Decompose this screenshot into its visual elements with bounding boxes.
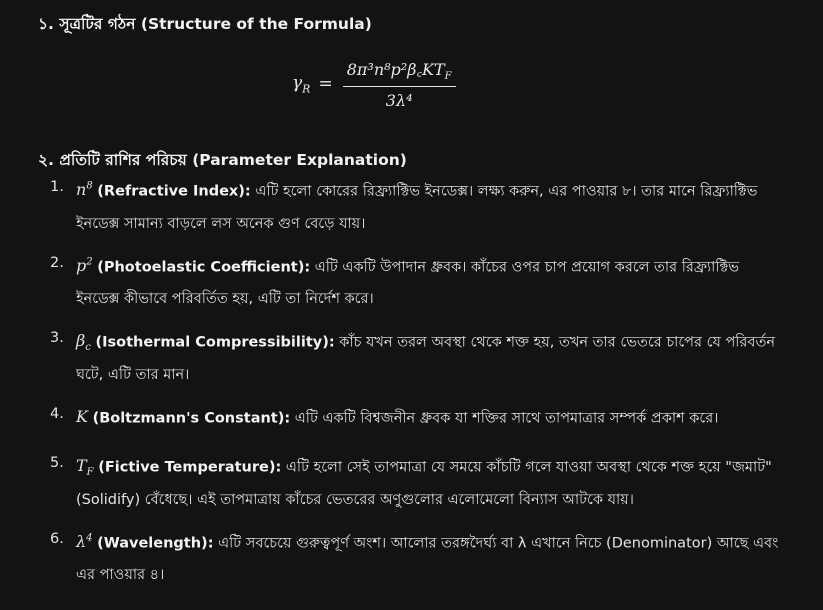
- parameter-description: কাঁচ যখন তরল অবস্থা থেকে শক্ত হয়, তখন তার ভেতরে চাপের যে পরিবর্তন ঘটে, এটি তার মান।: [76, 334, 776, 383]
- parameter-description: এটি একটি উপাদান ধ্রুবক। কাঁচের ওপর চাপ প্রয়োগ করলে তার রিফ্র্যাক্টিভ ইনডেক্স কীভাবে পরিবর্তিত হয়, এটি তা নির্দেশ করে।: [76, 258, 740, 308]
- parameter-term: (Photoelastic Coefficient):: [97, 258, 311, 275]
- parameter-term: (Refractive Index):: [97, 183, 251, 200]
- parameter-description: এটি সবচেয়ে গুরুত্বপূর্ণ অংশ। আলোর তরঙ্গদৈর্ঘ্য বা λ এখানে নিচে (Denominator) আছে এবং এর পাওয়ার ৪।: [76, 534, 779, 584]
- parameter-symbol: $n^8$: [76, 180, 93, 200]
- list-number: 1.: [50, 179, 64, 195]
- list-number: 6.: [50, 530, 64, 547]
- list-item: [38, 450, 783, 513]
- list-item: [38, 401, 783, 438]
- list-item: [38, 174, 783, 237]
- formula-lhs: $\gamma_R$: [292, 72, 311, 96]
- parameter-description: এটি একটি বিশ্বজনীন ধ্রুবক যা শক্তির সাথে তাপমাত্রার সম্পর্ক প্রকাশ করে।: [294, 409, 719, 426]
- parameter-term: (Isothermal Compressibility):: [95, 334, 335, 351]
- section-heading-parameters: ২. প্রতিটি রাশির পরিচয় (Parameter Explanation): [38, 151, 407, 169]
- parameter-description: এটি হলো সেই তাপমাত্রা যে সময়ে কাঁচটি গলে যাওয়া অবস্থা থেকে শক্ত হয়ে "জমাট" (Solidify) বেঁধেছে। এই তাপমাত্রায় কাঁচের ভেতরের অণুগুলোর এলোমেলো বিন্যাস আটকে যায়।: [76, 459, 772, 508]
- parameter-description: এটি হলো কোরের রিফ্র্যাক্টিভ ইনডেক্স। লক্ষ্য করুন, এর পাওয়ার ৮। তার মানে রিফ্র্যাক্টিভ ইনডেক্স সামান্য বাড়লে লস অনেক গুণ বেড়ে যায়।: [76, 183, 758, 232]
- parameter-term: (Fictive Temperature):: [98, 459, 282, 476]
- section-heading-structure: ১. সূত্রটির গঠন (Structure of the Formula): [38, 15, 372, 33]
- parameter-symbol: $T_F$: [76, 456, 94, 479]
- formula-display: [292, 54, 456, 114]
- list-number: 3.: [50, 330, 64, 347]
- formula-fraction: [343, 58, 456, 110]
- parameter-symbol: $p^2$: [76, 255, 93, 275]
- parameter-symbol: $\lambda^4$: [76, 531, 93, 551]
- list-number: 4.: [50, 405, 64, 422]
- list-number: 5.: [50, 455, 64, 472]
- formula-denominator: 3λ⁴: [385, 91, 413, 111]
- parameter-list: [38, 174, 783, 601]
- list-item: [38, 250, 783, 313]
- list-item: [38, 325, 783, 388]
- list-item: [38, 526, 783, 589]
- parameter-symbol: $\beta_c$: [76, 331, 91, 354]
- parameter-term: (Boltzmann's Constant):: [92, 409, 291, 426]
- list-number: 2.: [50, 254, 64, 271]
- formula-equals: =: [318, 74, 333, 94]
- parameter-symbol: K: [76, 406, 88, 426]
- formula-numerator: $8\pi^3n^8p^2\beta꜀KT_F$: [346, 59, 452, 83]
- parameter-term: (Wavelength):: [97, 534, 214, 551]
